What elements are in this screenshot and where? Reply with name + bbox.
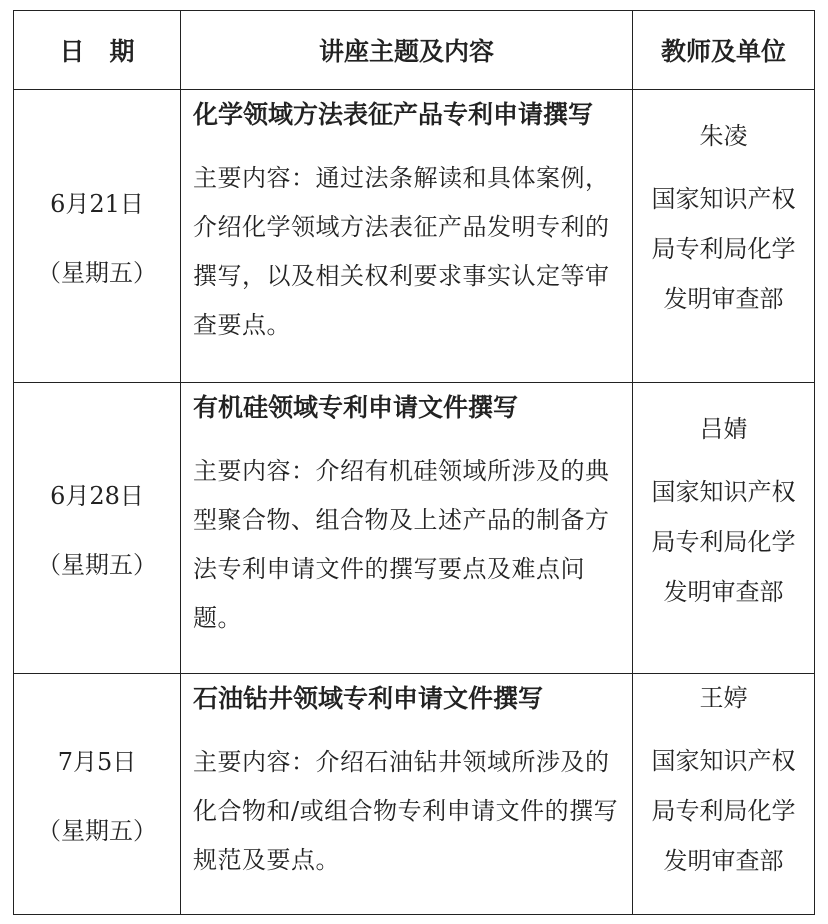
topic-cell bbox=[181, 383, 633, 674]
lecture-date: 6月21日 bbox=[50, 190, 144, 218]
teacher-unit: 国家知识产权局专利局化学发明审查部 bbox=[651, 747, 796, 875]
lecture-title: 有机硅领域专利申请文件撰写 bbox=[193, 393, 519, 422]
teacher-cell bbox=[633, 383, 815, 674]
topic-cell bbox=[181, 90, 633, 383]
table-header-row bbox=[14, 11, 815, 90]
teacher-name: 王婷 bbox=[699, 684, 748, 712]
lecture-date: 6月28日 bbox=[50, 482, 144, 510]
lecture-weekday: （星期五） bbox=[37, 817, 157, 845]
table-row bbox=[14, 674, 815, 915]
lecture-date: 7月5日 bbox=[57, 748, 137, 776]
lecture-content: 主要内容：通过法条解读和具体案例，介绍化学领域方法表征产品发明专利的撰写，以及相关权利要求事实认定等审查要点。 bbox=[193, 164, 610, 339]
date-cell bbox=[14, 383, 181, 674]
header-teacher: 教师及单位 bbox=[633, 11, 815, 90]
header-topic: 讲座主题及内容 bbox=[181, 11, 633, 90]
header-date: 日 期 bbox=[14, 11, 181, 90]
lecture-title: 化学领域方法表征产品专利申请撰写 bbox=[193, 100, 594, 129]
date-cell bbox=[14, 674, 181, 915]
table-row bbox=[14, 90, 815, 383]
lecture-weekday: （星期五） bbox=[37, 551, 157, 579]
teacher-cell bbox=[633, 674, 815, 915]
topic-cell bbox=[181, 674, 633, 915]
teacher-unit: 国家知识产权局专利局化学发明审查部 bbox=[651, 185, 796, 313]
lecture-content: 主要内容：介绍有机硅领域所涉及的典型聚合物、组合物及上述产品的制备方法专利申请文件的撰写要点及难点问题。 bbox=[193, 457, 610, 632]
teacher-unit: 国家知识产权局专利局化学发明审查部 bbox=[651, 478, 796, 606]
table-row bbox=[14, 383, 815, 674]
lecture-weekday: （星期五） bbox=[37, 259, 157, 287]
lecture-schedule-table bbox=[13, 10, 815, 915]
teacher-cell bbox=[633, 90, 815, 383]
lecture-content: 主要内容：介绍石油钻井领域所涉及的化合物和/或组合物专利申请文件的撰写规范及要点。 bbox=[193, 748, 619, 874]
lecture-title: 石油钻井领域专利申请文件撰写 bbox=[193, 684, 544, 713]
teacher-name: 朱凌 bbox=[699, 122, 748, 150]
teacher-name: 吕婧 bbox=[699, 415, 748, 443]
date-cell bbox=[14, 90, 181, 383]
